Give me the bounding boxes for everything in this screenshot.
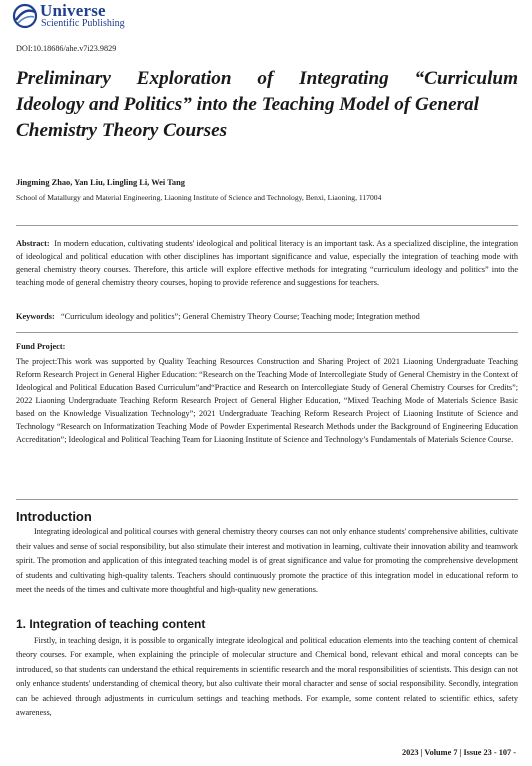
affiliation: School of Matallurgy and Material Engineering, Liaoning Institute of Science and Technology, Benxi, Liaoning, 117004 [16,193,382,202]
fund-project-heading: Fund Project: [16,342,66,351]
title-line-2: Ideology and Politics” into the Teaching Model of General [16,94,479,115]
keywords-label: Keywords: [16,312,55,321]
introduction-paragraph: Integrating ideological and political courses with general chemistry theory courses can not only enhance students' comprehensive abilities, cultivate their values and sense of social responsibility, but also stimulate their interest and motivation in learning, cultivate their innovation ability and teamwork spirit. The promotion and application of this integrated teaching model is of great significance and value for promoting the comprehensive development of students and cultivating high-quality talents. Teachers should continuously promote the practice of this integration model in educational reform to meet the needs of the times and cultivate more thoughtful and high-quality new generations. [16,527,518,595]
divider-top [16,225,518,226]
section-1-heading: 1. Integration of teaching content [16,617,206,631]
fund-project-text: The project:This work was supported by Quality Teaching Resources Construction and Sharing Project of 2021 Liaoning Undergraduate Teaching Reform Research Project in General Higher Education: “Research on the Teaching Mode of Intercollegiate Study of General Chemistry in the Context of Ideological and Political Education Based Curriculum”and“Practice and Research on Intercollegiate Study of General Chemistry Courses for Credits”; 2022 Liaoning Undergraduate Teaching Reform Research Project of General Higher Education, “Mixed Teaching Mode of Materials Science Basic based on the Knowledge Visualization Technology”; 2021 Undergraduate Teaching Reform Research Project of Liaoning Institute of Science and Technology “Research on Informatization Teaching Mode of Powder Experimental Research Methods under the Background of Engineering Education Accreditation”; Ideological and Political Teaching Team for Liaoning Institute of Science and Technology’s Fundamentals of Materials Science Course. [16,357,518,444]
abstract-block [16,237,518,289]
divider-middle [16,332,518,333]
doi-line[interactable]: DOI:10.18686/ahe.v7i23.9829 [16,44,117,53]
abstract-label: Abstract: [16,239,50,248]
abstract-text: In modern education, cultivating students' ideological and political literacy is an important task. As a specialized discipline, the integration of ideological and political education with other disciplines has important significance and value, especially the integration of teaching mode with general chemistry theory courses. Therefore, this article will explore effective methods for integrating “curriculum ideology and politics” into the teaching mode of general chemistry theory courses, hoping to provide reference and suggestions for teachers. [16,239,518,287]
logo-subtitle: Scientific Publishing [41,18,125,29]
keywords-text: “Curriculum ideology and politics”; General Chemistry Theory Course; Teaching mode; Integration method [60,312,420,321]
page-footer: 2023 | Volume 7 | Issue 23 - 107 - [401,748,516,757]
logo-name: Universe [40,1,106,20]
title-line-1: Preliminary Exploration of Integrating “Curriculum [16,68,518,89]
publisher-logo [12,3,172,29]
paper-title [16,66,518,144]
introduction-heading: Introduction [16,509,92,524]
divider-bottom [16,499,518,500]
title-line-3: Chemistry Theory Courses [16,120,228,141]
keywords-block [16,310,518,323]
author-list: Jingming Zhao, Yan Liu, Lingling Li, Wei Tang [16,178,185,187]
globe-logo-icon [12,3,38,29]
section-1-paragraph: Firstly, in teaching design, it is possible to organically integrate ideological and political education elements into the teaching content of chemical theory courses. For example, when explaining the principle of molecular structure and Chemical bond, relevant ethical and moral concepts can be introduced, so that students can understand the ethical requirements in scientific research and the moral responsibilities of scientists. This design can not only enhance students' understanding of chemical theory, but also cultivate their moral character and sense of social responsibility. Secondly, integration can be achieved through adjustments in curriculum settings and teaching methods. For example, some content related to scientific ethics, safety awareness, [16,636,518,718]
